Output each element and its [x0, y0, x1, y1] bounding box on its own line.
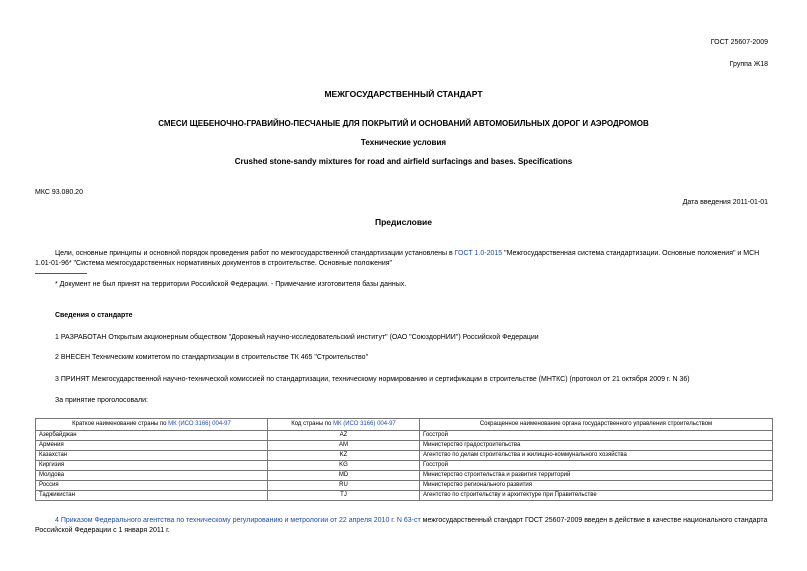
standard-category: МЕЖГОСУДАРСТВЕННЫЙ СТАНДАРТ: [324, 89, 483, 99]
cell-org: Министерство строительства и развития территорий: [420, 471, 773, 481]
standard-subtitle-ru: Технические условия: [360, 138, 447, 147]
order-link[interactable]: 4 Приказом Федерального агентства по техническому регулированию и метрологии от 22 апреля 2010 г. N 63-ст: [55, 517, 421, 524]
intro-date: Дата введения 2011-01-01: [682, 199, 768, 206]
table-row: [36, 441, 773, 451]
cell-org: Министерство регионального развития: [420, 481, 773, 491]
table-row: [36, 451, 773, 461]
doc-code: ГОСТ 25607-2009: [710, 39, 768, 46]
table-row: [36, 481, 773, 491]
preface-text-after: "Межгосударственная система стандартизации. Основные положения" и МСН 1.01-01-96* "Система межгосударственных нормативных документов в строительстве. Основные положения": [35, 250, 760, 267]
footnote-separator: [35, 273, 87, 274]
gost-1-0-link[interactable]: ГОСТ 1.0-2015: [454, 250, 503, 257]
cell-code: AZ: [268, 431, 420, 441]
table-row: [36, 471, 773, 481]
cell-code: TJ: [268, 491, 420, 501]
cell-country: Россия: [36, 481, 268, 491]
table-row: [36, 431, 773, 441]
about-item-3: 3 ПРИНЯТ Межгосударственной научно-технической комиссией по стандартизации, техническому нормированию и сертификации в строительстве (МНТКС) (протокол от 21 октября 2009 г. N 36): [55, 376, 690, 383]
header-country: Краткое наименование страны по МК (ИСО 3166) 004-97: [36, 419, 268, 431]
header-code: Код страны по МК (ИСО 3166) 004-97: [268, 419, 420, 431]
cell-country: Армения: [36, 441, 268, 451]
table-header-row: [36, 419, 773, 431]
about-item-1: 1 РАЗРАБОТАН Открытым акционерным обществом "Дорожный научно-исследовательский институт" (ОАО "СоюздорНИИ") Российской Федерации: [55, 334, 539, 341]
about-heading: Сведения о стандарте: [55, 312, 133, 319]
doc-group: Группа Ж18: [729, 61, 768, 68]
mks-code: МКС 93.080.20: [35, 189, 83, 196]
footnote: * Документ не был принят на территории Российской Федерации. - Примечание изготовителя базы данных.: [55, 281, 407, 288]
cell-country: Казахстан: [36, 451, 268, 461]
cell-org: Госстрой: [420, 431, 773, 441]
cell-code: AM: [268, 441, 420, 451]
cell-code: KG: [268, 461, 420, 471]
about-item-2: 2 ВНЕСЕН Техническим комитетом по стандартизации в строительстве ТК 465 "Строительство": [55, 354, 369, 361]
cell-country: Киргизия: [36, 461, 268, 471]
voted-label: За принятие проголосовали:: [55, 397, 148, 404]
cell-org: Министерство градостроительства: [420, 441, 773, 451]
cell-code: MD: [268, 471, 420, 481]
preface-paragraph: [35, 249, 775, 269]
table-row: [36, 461, 773, 471]
cell-org: Агентство по строительству и архитектуре при Правительстве: [420, 491, 773, 501]
table-row: [36, 491, 773, 501]
item-4-paragraph: [35, 516, 775, 536]
voting-table: [35, 418, 773, 501]
cell-org: Агентство по делам строительства и жилищно-коммунального хозяйства: [420, 451, 773, 461]
header-org: Сокращенное наименование органа государственного управления строительством: [420, 419, 773, 431]
cell-country: Таджикистан: [36, 491, 268, 501]
mk-iso-link[interactable]: МК (ИСО 3166) 004-97: [168, 421, 231, 427]
cell-org: Госстрой: [420, 461, 773, 471]
standard-title-ru: СМЕСИ ЩЕБЕНОЧНО-ГРАВИЙНО-ПЕСЧАНЫЕ ДЛЯ ПОКРЫТИЙ И ОСНОВАНИЙ АВТОМОБИЛЬНЫХ ДОРОГ И АЭРОДРОМОВ: [158, 119, 649, 128]
item-4-text: межгосударственный стандарт ГОСТ 25607-2009 введен в действие в качестве национального стандарта Российской Федерации с 1 января 2011 г.: [35, 517, 768, 534]
cell-code: RU: [268, 481, 420, 491]
cell-country: Молдова: [36, 471, 268, 481]
mk-iso-link[interactable]: МК (ИСО 3166) 004-97: [333, 421, 396, 427]
cell-code: KZ: [268, 451, 420, 461]
preface-text-before: Цели, основные принципы и основной порядок проведения работ по межгосударственной стандартизации установлены в: [55, 250, 455, 257]
standard-title-en: Crushed stone-sandy mixtures for road and airfield surfacings and bases. Specifications: [234, 157, 573, 166]
preface-heading: Предисловие: [374, 217, 433, 227]
cell-country: Азербайджан: [36, 431, 268, 441]
